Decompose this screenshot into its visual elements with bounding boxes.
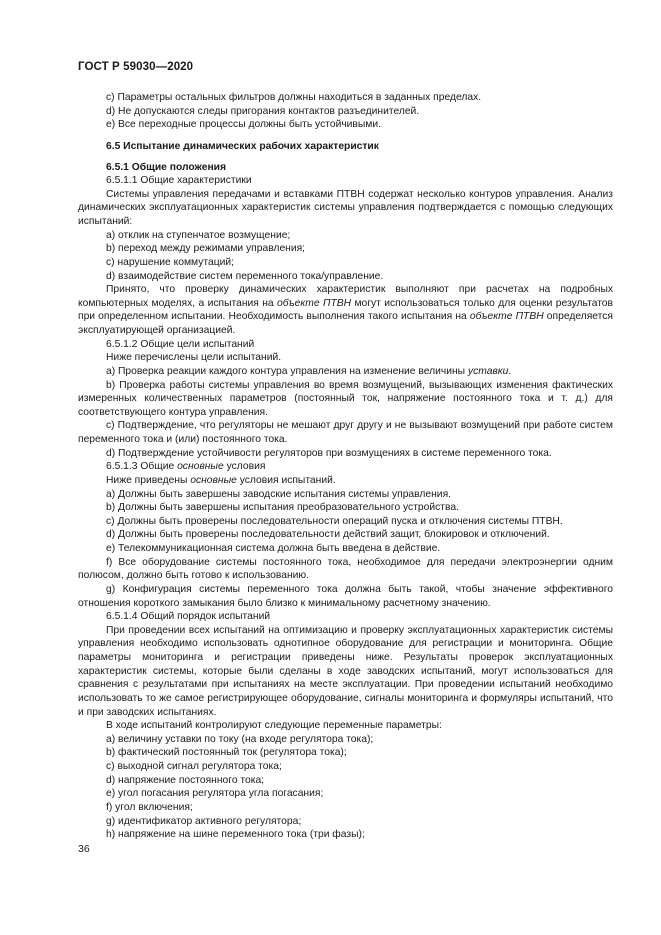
paragraph: b) Проверка работы системы управления во время возмущений, вызывающих изменения фактических измеренных количественных параметров (постоянный ток, напряжение постоянного тока и т. д.) для соответствующего контура управления. bbox=[78, 379, 613, 418]
paragraph: 6.5.1.4 Общий порядок испытаний bbox=[106, 611, 271, 623]
paragraph: g) идентификатор активного регулятора; bbox=[106, 815, 302, 827]
paragraph: d) Должны быть проверены последовательности действий защит, блокировок и отключений. bbox=[106, 529, 550, 541]
paragraph bbox=[78, 365, 613, 379]
paragraph: h) напряжение на шине переменного тока (три фазы); bbox=[106, 829, 365, 841]
text-run: Принято, что проверку динамических характеристик выполняют при расчетах на подробных компьютерных моделях, а испытания на bbox=[78, 284, 613, 309]
paragraph bbox=[78, 474, 613, 488]
italic-term: основные bbox=[190, 474, 237, 486]
paragraph: e) угол погасания регулятора угла погасания; bbox=[106, 788, 324, 800]
paragraph: e) Телекоммуникационная система должна быть введена в действие. bbox=[106, 543, 441, 554]
paragraph: b) фактический постоянный ток (регулятора тока); bbox=[106, 747, 347, 759]
body-text bbox=[78, 91, 613, 842]
text-run: . bbox=[508, 365, 512, 377]
text-run: a) Проверка реакции каждого контура управления на изменение величины bbox=[106, 365, 468, 377]
paragraph: d) напряжение постоянного тока; bbox=[106, 774, 265, 786]
paragraph: a) величину уставки по току (на входе регулятора тока); bbox=[106, 733, 374, 745]
paragraph: f) Все оборудование системы постоянного тока, необходимое для передачи электроэнергии одним полюсом, должно быть готово к использованию. bbox=[78, 556, 613, 582]
paragraph: При проведении всех испытаний на оптимизацию и проверку эксплуатационных характеристик системы управления необходимо использовать однотипное оборудование для регистрации и мониторинга. Общие параметры мониторинга и регистрации приведены ниже. Результаты проверок эксплуатационных характеристик системы, которые были сделаны в ходе заводских испытаний, могут использоваться для сравнения с результатами при испытаниях на месте эксплуатации. При проведении испытаний необходимо использовать то же самое регистрирующее оборудование, сигналы мониторинга и формуляры испытаний, что и при заводских испытаниях. bbox=[78, 624, 613, 718]
text-run: определяется эксплуатирующей организацией. bbox=[78, 311, 613, 336]
paragraph bbox=[78, 283, 613, 338]
paragraph: f) угол включения; bbox=[106, 801, 193, 813]
paragraph: b) переход между режимами управления; bbox=[106, 243, 306, 255]
paragraph: e) Все переходные процессы должны быть устойчивыми. bbox=[106, 119, 381, 131]
paragraph: a) Должны быть завершены заводские испытания системы управления. bbox=[106, 488, 452, 500]
paragraph: b) Должны быть завершены испытания преобразовательного устройства. bbox=[106, 502, 459, 514]
paragraph: d) взаимодействие систем переменного тока/управление. bbox=[106, 270, 384, 282]
paragraph: 6.5.1.1 Общие характеристики bbox=[106, 175, 252, 187]
italic-term: уставки bbox=[467, 365, 509, 377]
paragraph: d) Подтверждение устойчивости регуляторов при возмущениях в системе переменного тока. bbox=[106, 447, 552, 459]
paragraph: a) отклик на ступенчатое возмущение; bbox=[106, 229, 291, 241]
text-run: могут использоваться только для оценки результатов при определенном испытании. Необходимость выполнения такого испытания на bbox=[78, 297, 613, 323]
section-heading: 6.5 Испытание динамических рабочих характеристик bbox=[106, 140, 379, 152]
paragraph: В ходе испытаний контролируют следующие переменные параметры: bbox=[106, 720, 442, 732]
paragraph bbox=[78, 460, 613, 474]
paragraph: c) нарушение коммутаций; bbox=[106, 256, 234, 268]
paragraph: c) Должны быть проверены последовательности операций пуска и отключения системы ПТВН. bbox=[106, 515, 563, 527]
paragraph: g) Конфигурация системы переменного тока должна быть такой, чтобы значение эффективного отношения короткого замыкания было близко к минимальному расчетному значению. bbox=[78, 583, 613, 609]
italic-term: объекте ПТВН bbox=[469, 311, 544, 323]
paragraph: Ниже перечислены цели испытаний. bbox=[106, 352, 282, 364]
italic-term: основные bbox=[177, 461, 224, 473]
text-run: условия bbox=[223, 461, 266, 473]
italic-term: объекте ПТВН bbox=[277, 297, 352, 309]
page-number: 36 bbox=[78, 843, 90, 855]
paragraph: Системы управления передачами и вставками ПТВН содержат несколько контуров управления. Анализ динамических эксплуатационных характеристик системы управления подтверждается с помощью следующих испытаний: bbox=[78, 188, 613, 227]
paragraph: c) выходной сигнал регулятора тока; bbox=[106, 761, 282, 772]
text-run: Ниже приведены bbox=[106, 474, 191, 486]
paragraph: 6.5.1.2 Общие цели испытаний bbox=[106, 338, 255, 350]
section-heading: 6.5.1 Общие положения bbox=[106, 161, 226, 173]
paragraph: d) Не допускаются следы пригорания контактов разъединителей. bbox=[106, 105, 420, 117]
text-run: 6.5.1.3 Общие bbox=[106, 461, 178, 473]
standard-header: ГОСТ Р 59030—2020 bbox=[78, 61, 194, 73]
text-run: условия испытаний. bbox=[236, 474, 336, 486]
paragraph: c) Параметры остальных фильтров должны находиться в заданных пределах. bbox=[106, 92, 482, 103]
paragraph: c) Подтверждение, что регуляторы не мешают друг другу и не вызывают возмущений при работе систем переменного тока и (или) постоянного тока. bbox=[78, 420, 613, 445]
